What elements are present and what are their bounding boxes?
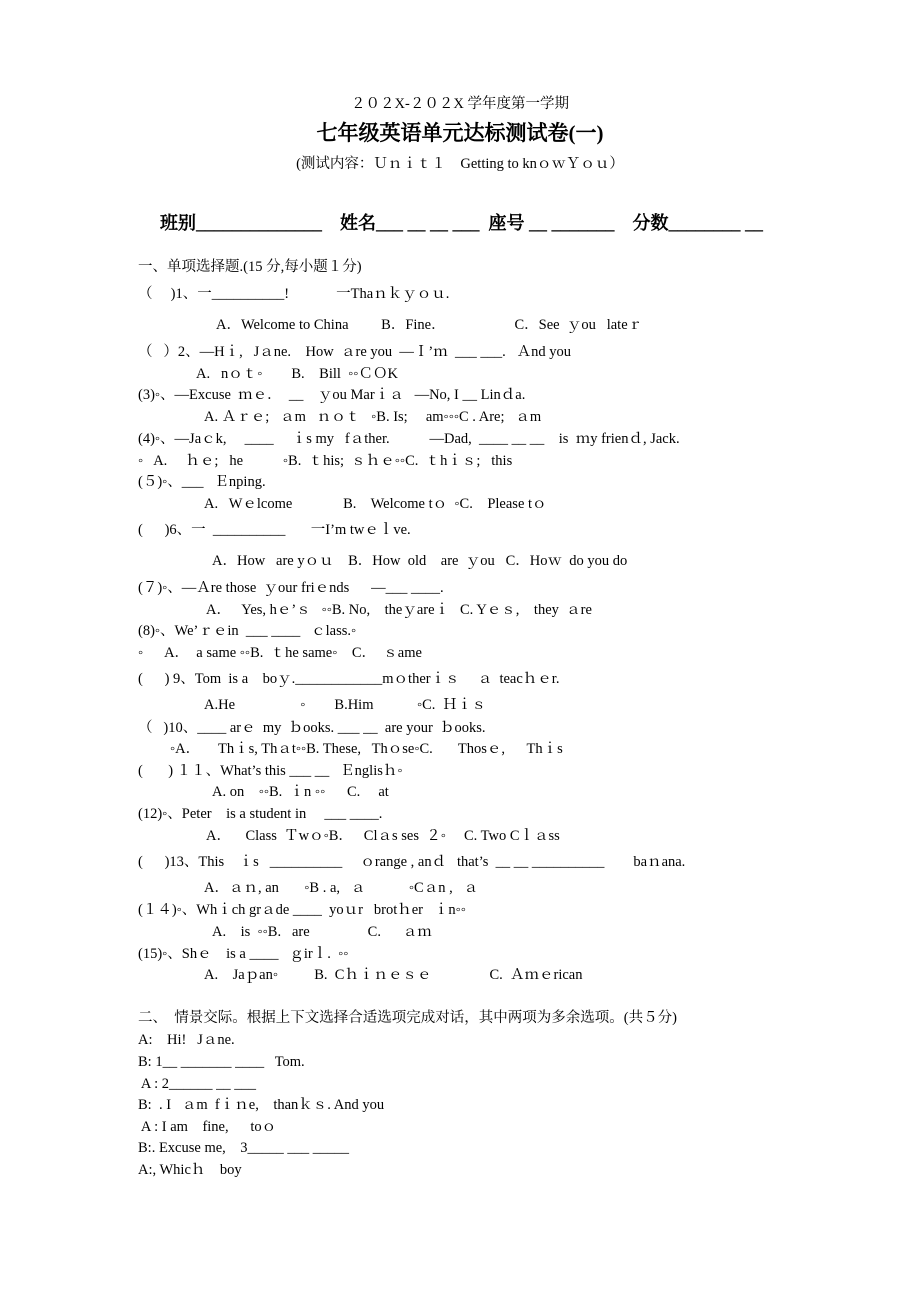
question-line: (4)◦、—Jaｃk, ____ ｉs my fａther. —Dad, ____ __ __ is ｍy frienｄ, Jack. — [138, 431, 680, 447]
question-line: (１４)◦、Whｉch grａde ____ yoｕr brotｈer ｉn◦◦ — [138, 902, 466, 918]
dialogue-line: A : I am fine, toｏ — [138, 1119, 277, 1135]
options-line: A．ａｎ, an ◦B . a, ａ ◦Cａn , ａ — [204, 880, 479, 896]
options-line: A. Jaｐan◦ B. Cｈｉｎｅｓｅ C. Ａｍｅrican — [204, 967, 583, 983]
term-line: ２０２X-２０２X 学年度第一学期 — [351, 96, 569, 112]
options-line: A． Class Ｔwｏ◦B． Clａs ses ２◦ C. Two Cｌａss — [206, 828, 560, 844]
exam-title: 七年级英语单元达标测试卷(一) — [316, 121, 604, 145]
dialogue-line: A: Hi! Jａne. — [138, 1032, 235, 1048]
question-line: （ ）2、—Hｉ, Jａne. How ａre you —Ｉ’ｍ ___ ___. Ａnd you — [138, 344, 571, 360]
options-line: A．Welcome to China B．Fine． C．See ｙou lateｒ — [216, 317, 643, 333]
question-line: (５)◦、___ Ｅnping. — [138, 474, 266, 490]
dialogue-line: A:, Whicｈ boy — [138, 1162, 242, 1178]
options-line: A． Yes, hｅ’ｓ ◦◦B. No, theｙareｉ C. Yｅｓ, they ａre — [206, 602, 592, 618]
dialogue-line: B: . I ａm fｉｎe, thanｋｓ. And you — [138, 1097, 385, 1113]
question-line: (15)◦、Shｅ is a ____ ｇirｌ. ◦◦ — [138, 946, 349, 962]
question-line: ( )6、一 __________ 一I’m twｅｌve. — [138, 522, 411, 538]
question-line: (3)◦、—Excuse ｍｅ． __ ｙou Marｉａ —No, I __ Linｄa. — [138, 387, 526, 403]
question-line: ( ) １１、What’s this ___ __ Ｅnglisｈ◦ — [138, 763, 403, 779]
question-line: (７)◦、—Ａre those ｙour friｅnds —___ ____. — [138, 580, 444, 596]
section2-heading: 二、 情景交际。根据上下文选择合适选项完成对话，其中两项为多余选项。(共５分) — [138, 1010, 677, 1026]
options-line: A. Ａｒｅ; ａm ｎｏｔ ◦B. Is; am◦◦◦C . Are; ａm — [204, 409, 542, 425]
options-line: A.He ◦ B.Him ◦C. Ｈｉｓ — [204, 697, 487, 713]
options-line: ◦ A. ｈｅ; he ◦B. ｔhis; ｓｈｅ◦◦C. ｔhｉｓ; this — [138, 453, 513, 469]
question-line: (8)◦、We’ｒｅin ___ ____ ｃlass.◦ — [138, 623, 357, 639]
options-line: A. is ◦◦B. are C. ａｍ — [212, 924, 432, 940]
section1-heading: 一、单项选择题.(15 分,每小题１分) — [138, 259, 362, 275]
dialogue-line: B:. Excuse me, 3_____ ___ _____ — [138, 1140, 350, 1156]
question-line: (12)◦、Peter is a student in ___ ____. — [138, 806, 383, 822]
options-line: A. Wｅlcome B. Welcome tｏ ◦C. Please tｏ — [204, 496, 547, 512]
question-line: （ )1、一__________! 一Thaｎｋｙｏｕ. — [138, 286, 450, 302]
options-line: A．How are yｏｕ B．How old are ｙou C．Hoｗ do you do — [212, 553, 628, 569]
dialogue-line: A : 2______ __ ___ — [138, 1076, 257, 1092]
question-line: （ )10、____ arｅ my ｂooks. ___ __ are your ｂooks. — [138, 720, 486, 736]
options-line: A. nｏｔ◦ B. Bill ◦◦ＣＯK — [196, 366, 398, 382]
dialogue-line: B: 1__ _______ ____ Tom. — [138, 1054, 305, 1070]
question-line: ( )13、This ｉs __________ ｏrange , anｄ that’s __ __ __________ baｎana. — [138, 854, 686, 870]
exam-subtitle: (测试内容：Ｕｎｉｔ１ Getting to knｏｗＹｏｕ） — [296, 156, 624, 172]
options-line: A. on ◦◦B. ｉn ◦◦ C. at — [212, 784, 389, 800]
options-line: ◦ A． a same ◦◦B. ｔhe same◦ C． ｓame — [138, 645, 422, 661]
question-line: ( ) 9、Tom is a boｙ.____________mｏtherｉｓ ａ teacｈｅr. — [138, 671, 560, 687]
student-info-line: 班别______________ 姓名___ __ __ ___ 座号 __ _______ 分数________ __ — [160, 213, 763, 233]
options-line: ◦A． Thｉs, Thａt◦◦B. These, Thｏse◦C. Thosｅ, Thｉs — [170, 741, 563, 757]
